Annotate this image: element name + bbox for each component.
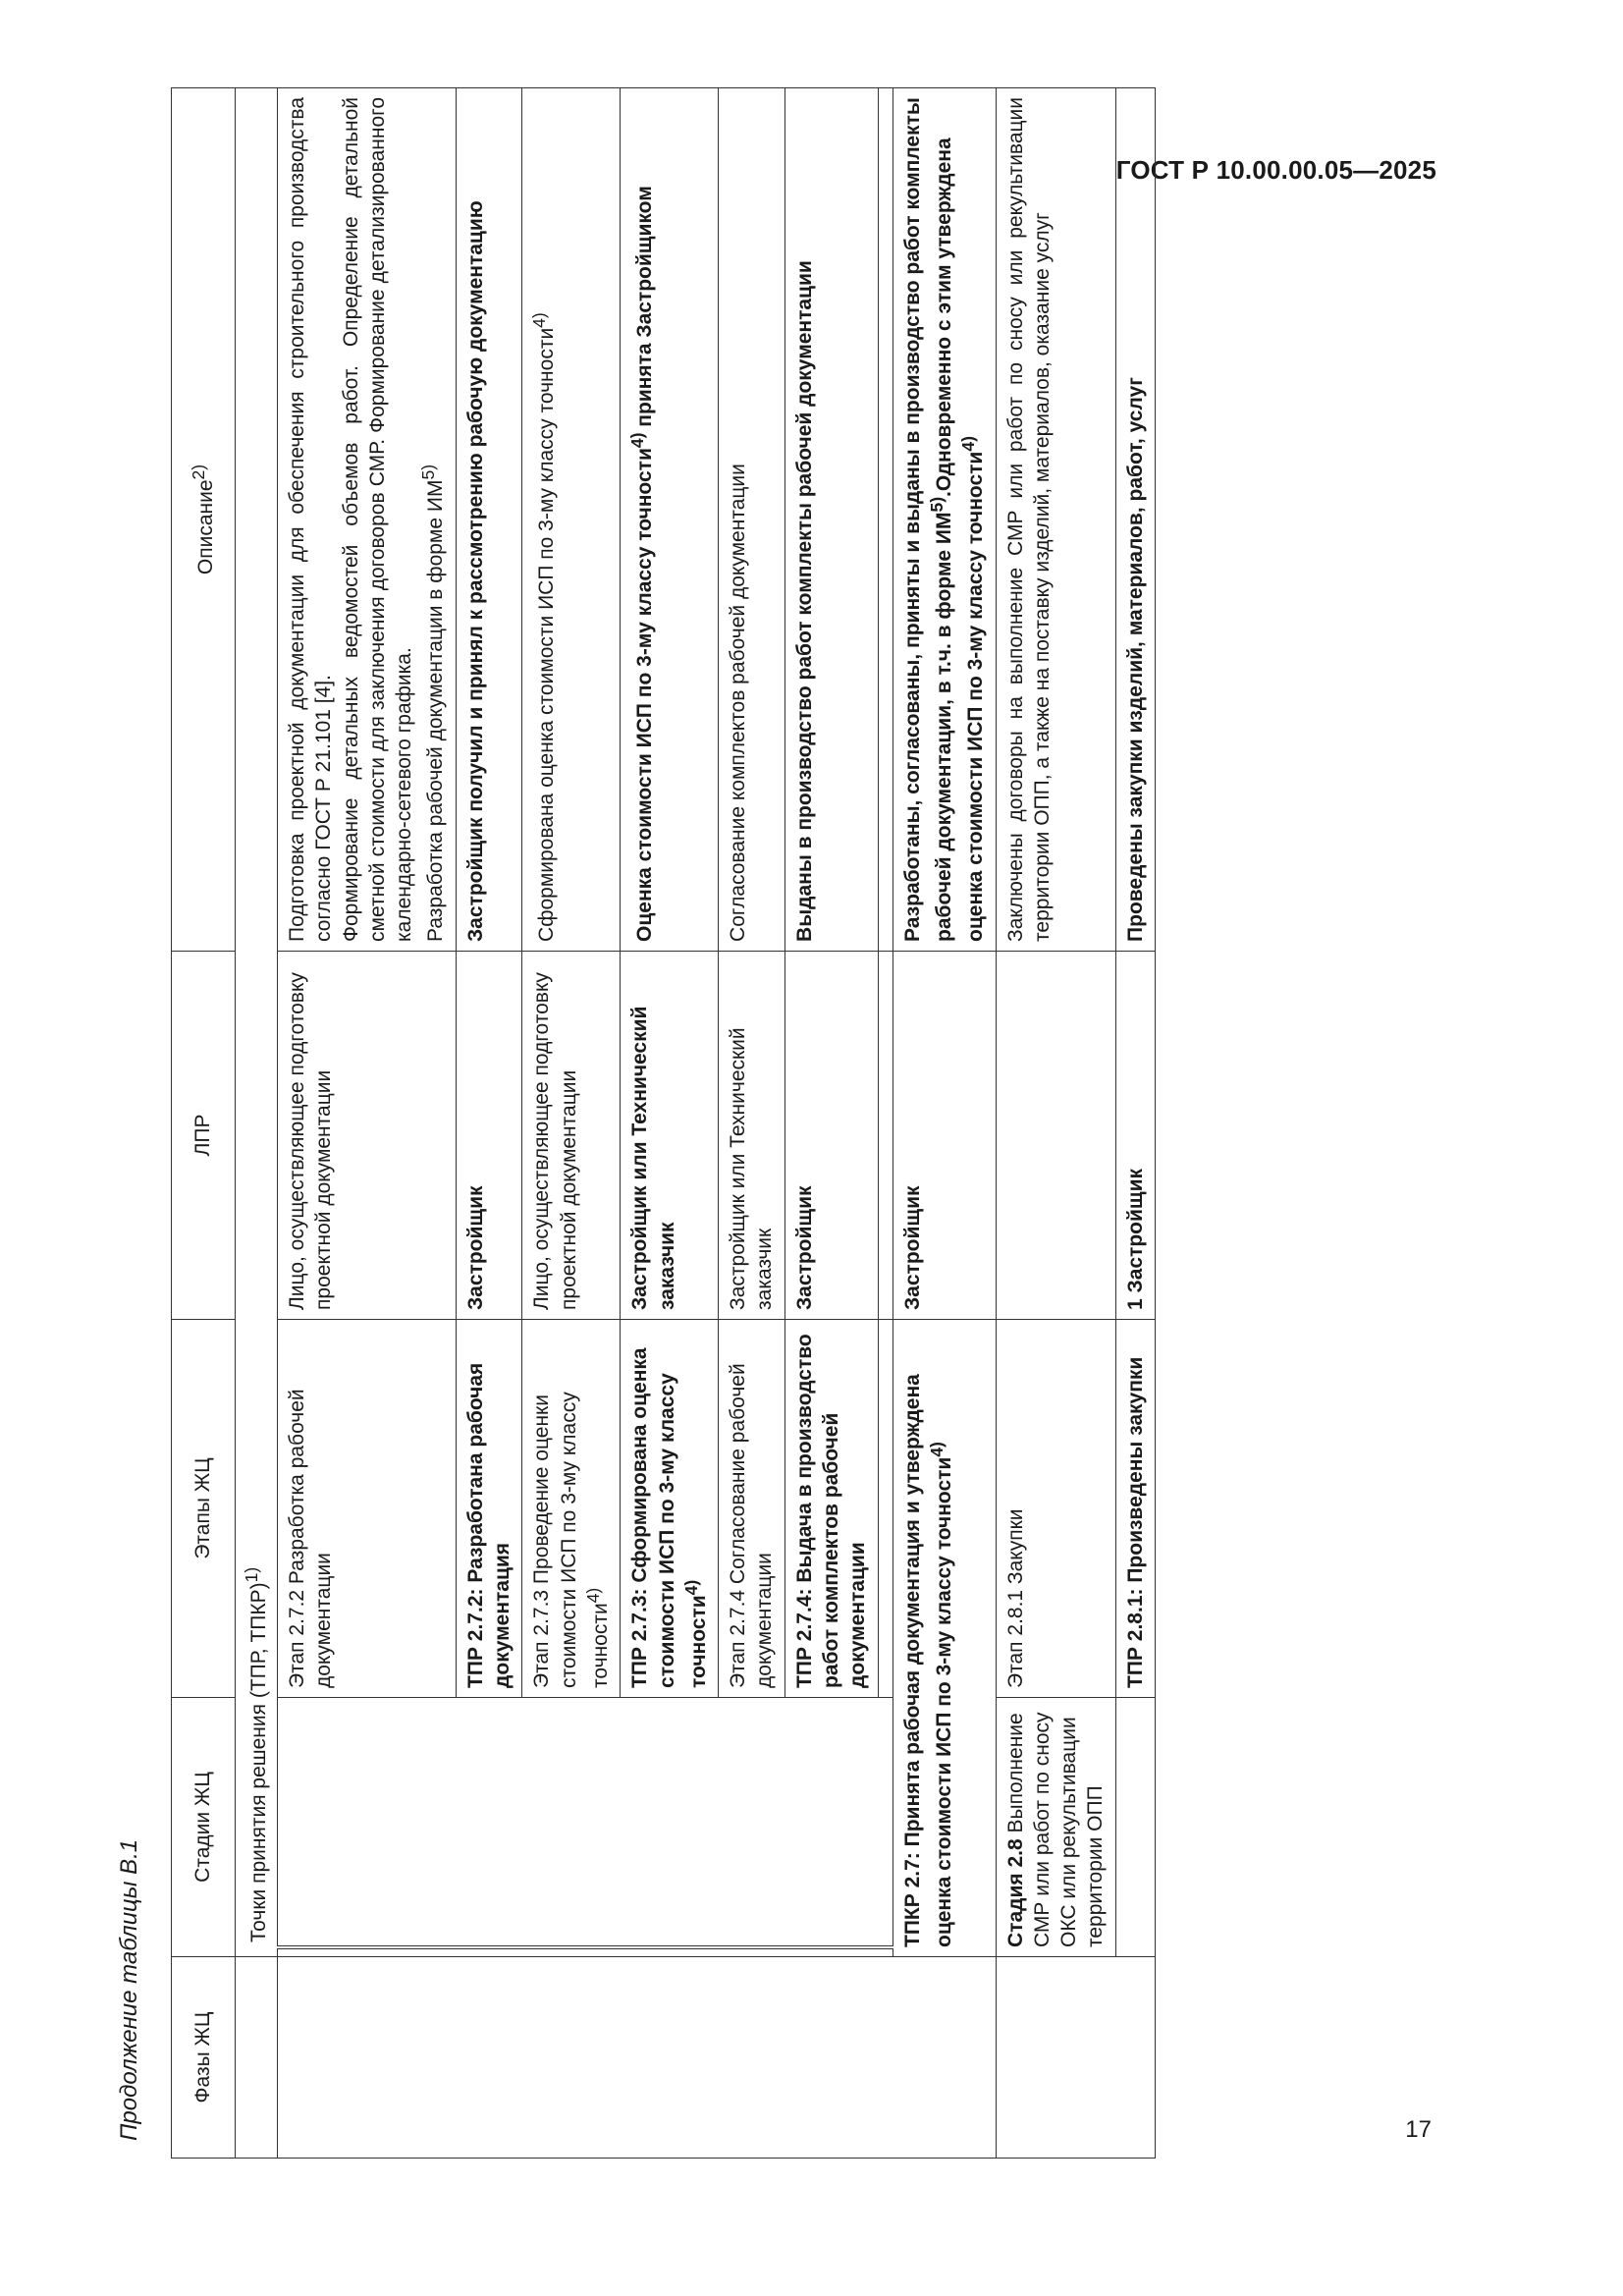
- description-cell: Согласование комплектов рабочей документации: [719, 87, 785, 951]
- description-cell: Проведены закупки изделий, материалов, работ, услуг: [1115, 87, 1155, 951]
- step-cell: Этап 2.7.2 Разработка рабочей документации: [278, 1319, 457, 1697]
- step-cell: Этап 2.7.3 Проведение оценки стоимости ИСП по 3-му классу точности$^{4)}$: [522, 1319, 621, 1697]
- tpkr-cell: ТПКР 2.7: Принята рабочая документация и утверждена оценка стоимости ИСП по 3-му классу точности$^{4)}$: [893, 1319, 996, 1956]
- step-cell: ТПР 2.8.1: Произведены закупки: [1115, 1319, 1155, 1697]
- description-cell: Подготовка проектной документации для обеспечения строительного производства согласно ГОСТ Р 21.101 [4]. Формирование детальных ведомостей объемов работ. Определение детальной сметной стоимости для заключения договоров СМР. Формирование детализированного календарно-сетевого графика. Разработка рабочей документации в форме ИМ$^{5)}$: [278, 87, 457, 951]
- header-steps: Этапы ЖЦ: [172, 1319, 236, 1697]
- phase-cell-empty: [996, 1957, 1155, 2159]
- step-cell: Этап 2.8.1 Закупки: [996, 1319, 1115, 1697]
- subheader-empty: [236, 1957, 278, 2159]
- lpr-cell: Лицо, осуществляющее подготовку проектной документации: [278, 951, 457, 1319]
- header-row: [172, 87, 236, 2158]
- stage-cell: Стадия 2.8 Выполнение СМР или работ по сносу ОКС или рекультивации территории ОПП: [996, 1697, 1115, 1956]
- table-row: [1115, 87, 1155, 2158]
- step-cell: ТПР 2.7.3: Сформирована оценка стоимости ИСП по 3-му классу точности$^{4)}$: [621, 1319, 719, 1697]
- page-number: 17: [1405, 2116, 1432, 2143]
- step-cell: Этап 2.7.4 Согласование рабочей документации: [719, 1319, 785, 1697]
- header-stages: Стадии ЖЦ: [172, 1697, 236, 1956]
- description-cell: Сформирована оценка стоимости ИСП по 3-му классу точности$^{4)}$: [522, 87, 621, 951]
- table-row: [996, 87, 1115, 2158]
- lpr-cell: Застройщик: [784, 951, 878, 1319]
- description-cell: Застройщик получил и принял к рассмотрению рабочую документацию: [456, 87, 522, 951]
- spacer-cell: [878, 87, 893, 951]
- description-cell: Выданы в производство работ комплекты рабочей документации: [784, 87, 878, 951]
- step-cell: ТПР 2.7.2: Разработана рабочая документация: [456, 1319, 522, 1697]
- description-cell: Заключены договоры на выполнение СМР или работ по сносу или рекультивации территории ОПП, а также на поставку изделий, материалов, оказание услуг: [996, 87, 1115, 951]
- spacer-cell: [278, 1948, 893, 1957]
- lpr-cell: Лицо, осуществляющее подготовку проектной документации: [522, 951, 621, 1319]
- lpr-cell: 1 Застройщик: [1115, 951, 1155, 1319]
- step-cell: ТПР 2.7.4: Выдача в производство работ комплектов рабочей документации: [784, 1319, 878, 1697]
- phase-cell-empty: [278, 1957, 997, 2159]
- lifecycle-table: [171, 87, 1156, 2159]
- table-row-tpkr: [893, 87, 996, 2158]
- header-phases: Фазы ЖЦ: [172, 1957, 236, 2159]
- description-cell: Оценка стоимости ИСП по 3-му классу точности$^{4)}$ принята Застройщиком: [621, 87, 719, 951]
- lpr-cell: Застройщик или Технический заказчик: [621, 951, 719, 1319]
- rotated-table-page: [116, 88, 1410, 2159]
- lpr-cell: Застройщик или Технический заказчик: [719, 951, 785, 1319]
- subheader-decision-points: Точки принятия решения (ТПР, ТПКР)$^{1)}$: [236, 87, 278, 1956]
- stage-cell-empty: [1115, 1697, 1155, 1956]
- lpr-cell: Застройщик: [893, 951, 996, 1319]
- header-description: Описание$^{2)}$: [172, 87, 236, 951]
- description-cell: Разработаны, согласованы, приняты и выданы в производство работ комплекты рабочей документации, в т.ч. в форме ИМ$^{5)}$.Одновременно с этим утверждена оценка стоимости ИСП по 3-му классу точности$^{4)}$: [893, 87, 996, 951]
- lpr-cell: [996, 951, 1115, 1319]
- table-row: [278, 87, 457, 2158]
- table-caption: Продолжение таблицы В.1: [116, 1838, 142, 2141]
- lpr-cell: Застройщик: [456, 951, 522, 1319]
- document-standard-number: ГОСТ Р 10.00.00.05—2025: [1115, 155, 1436, 185]
- stage-cell-empty: [278, 1697, 893, 1947]
- spacer-cell: [878, 951, 893, 1319]
- header-lpr: ЛПР: [172, 951, 236, 1319]
- subheader-row: [236, 87, 278, 2158]
- spacer-cell: [878, 1319, 893, 1697]
